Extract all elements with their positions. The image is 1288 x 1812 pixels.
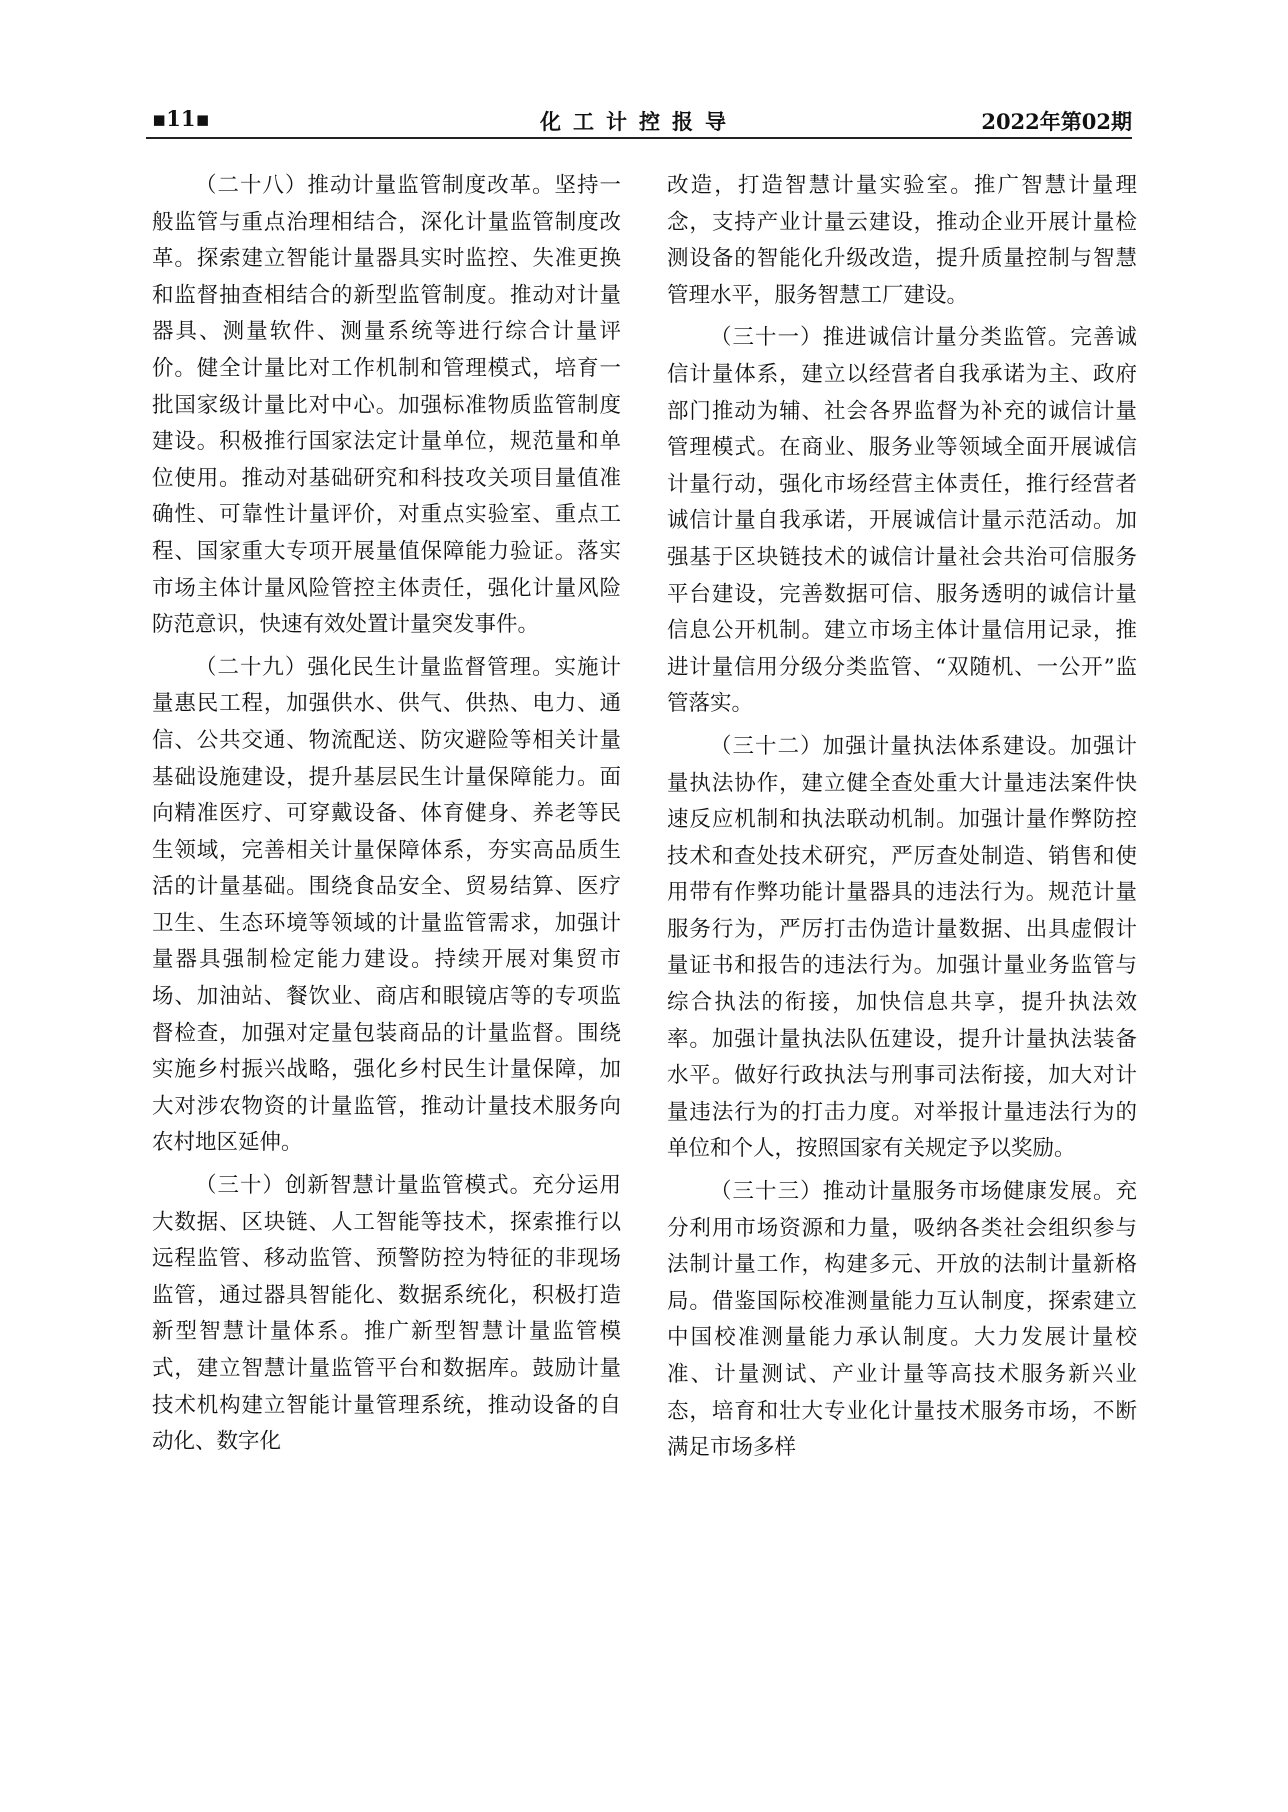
left-column	[152, 168, 621, 1467]
journal-title: 化工计控报导	[540, 109, 738, 134]
paragraph-32: （三十二）加强计量执法体系建设。加强计量执法协作，建立健全查处重大计量违法案件快速反应机制和执法联动机制。加强计量作弊防控技术和查处技术研究，严厉查处制造、销售和使用带有作弊功能计量器具的违法行为。规范计量服务行为，严厉打击伪造计量数据、出具虚假计量证书和报告的违法行为。加强计量业务监管与综合执法的衔接，加快信息共享，提升执法效率。加强计量执法队伍建设，提升计量执法装备水平。做好行政执法与刑事司法衔接，加大对计量违法行为的打击力度。对举报计量违法行为的单位和个人，按照国家有关规定予以奖励。	[667, 733, 1137, 1162]
page-number-value: 11	[166, 106, 196, 131]
page-header	[146, 100, 1132, 134]
paragraph-30-continued: 改造，打造智慧计量实验室。推广智慧计量理念，支持产业计量云建设，推动企业开展计量检测设备的智能化升级改造，提升质量控制与智慧管理水平，服务智慧工厂建设。	[667, 173, 1137, 308]
right-column	[667, 168, 1137, 1473]
header-rule	[146, 137, 1132, 139]
paragraph-33: （三十三）推动计量服务市场健康发展。充分利用市场资源和力量，吸纳各类社会组织参与法制计量工作，构建多元、开放的法制计量新格局。借鉴国际校准测量能力互认制度，探索建立中国校准测量能力承认制度。大力发展计量校准、计量测试、产业计量等高技术服务新兴业态，培育和壮大专业化计量技术服务市场，不断满足市场多样	[667, 1179, 1137, 1461]
paragraph-28: （二十八）推动计量监管制度改革。坚持一般监管与重点治理相结合，深化计量监管制度改革。探索建立智能计量器具实时监控、失准更换和监督抽查相结合的新型监管制度。推动对计量器具、测量软件、测量系统等进行综合计量评价。健全计量比对工作机制和管理模式，培育一批国家级计量比对中心。加强标准物质监管制度建设。积极推行国家法定计量单位，规范量和单位使用。推动对基础研究和科技攻关项目量值准确性、可靠性计量评价，对重点实验室、重点工程、国家重大专项开展量值保障能力验证。落实市场主体计量风险管控主体责任，强化计量风险防范意识，快速有效处置计量突发事件。	[152, 173, 621, 638]
paragraph-29: （二十九）强化民生计量监督管理。实施计量惠民工程，加强供水、供气、供热、电力、通信、公共交通、物流配送、防灾避险等相关计量基础设施建设，提升基层民生计量保障能力。面向精准医疗、可穿戴设备、体育健身、养老等民生领域，完善相关计量保障体系，夯实高品质生活的计量基础。围绕食品安全、贸易结算、医疗卫生、生态环境等领域的计量监管需求，加强计量器具强制检定能力建设。持续开展对集贸市场、加油站、餐饮业、商店和眼镜店等的专项监督检查，加强对定量包装商品的计量监督。围绕实施乡村振兴战略，强化乡村民生计量保障，加大对涉农物资的计量监管，推动计量技术服务向农村地区延伸。	[152, 654, 621, 1156]
page-number: ▪11▪	[152, 106, 210, 131]
paragraph-31: （三十一）推进诚信计量分类监管。完善诚信计量体系，建立以经营者自我承诺为主、政府部门推动为辅、社会各界监督为补充的诚信计量管理模式。在商业、服务业等领域全面开展诚信计量行动，强化市场经营主体责任，推行经营者诚信计量自我承诺，开展诚信计量示范活动。加强基于区块链技术的诚信计量社会共治可信服务平台建设，完善数据可信、服务透明的诚信计量信息公开机制。建立市场主体计量信用记录，推进计量信用分级分类监管、“双随机、一公开”监管落实。	[667, 325, 1137, 717]
paragraph-30: （三十）创新智慧计量监管模式。充分运用大数据、区块链、人工智能等技术，探索推行以远程监管、移动监管、预警防控为特征的非现场监管，通过器具智能化、数据系统化，积极打造新型智慧计量体系。推广新型智慧计量监管模式，建立智慧计量监管平台和数据库。鼓励计量技术机构建立智能计量管理系统，推动设备的自动化、数字化	[152, 1173, 621, 1455]
issue-label: 2022年第02期	[981, 109, 1132, 134]
